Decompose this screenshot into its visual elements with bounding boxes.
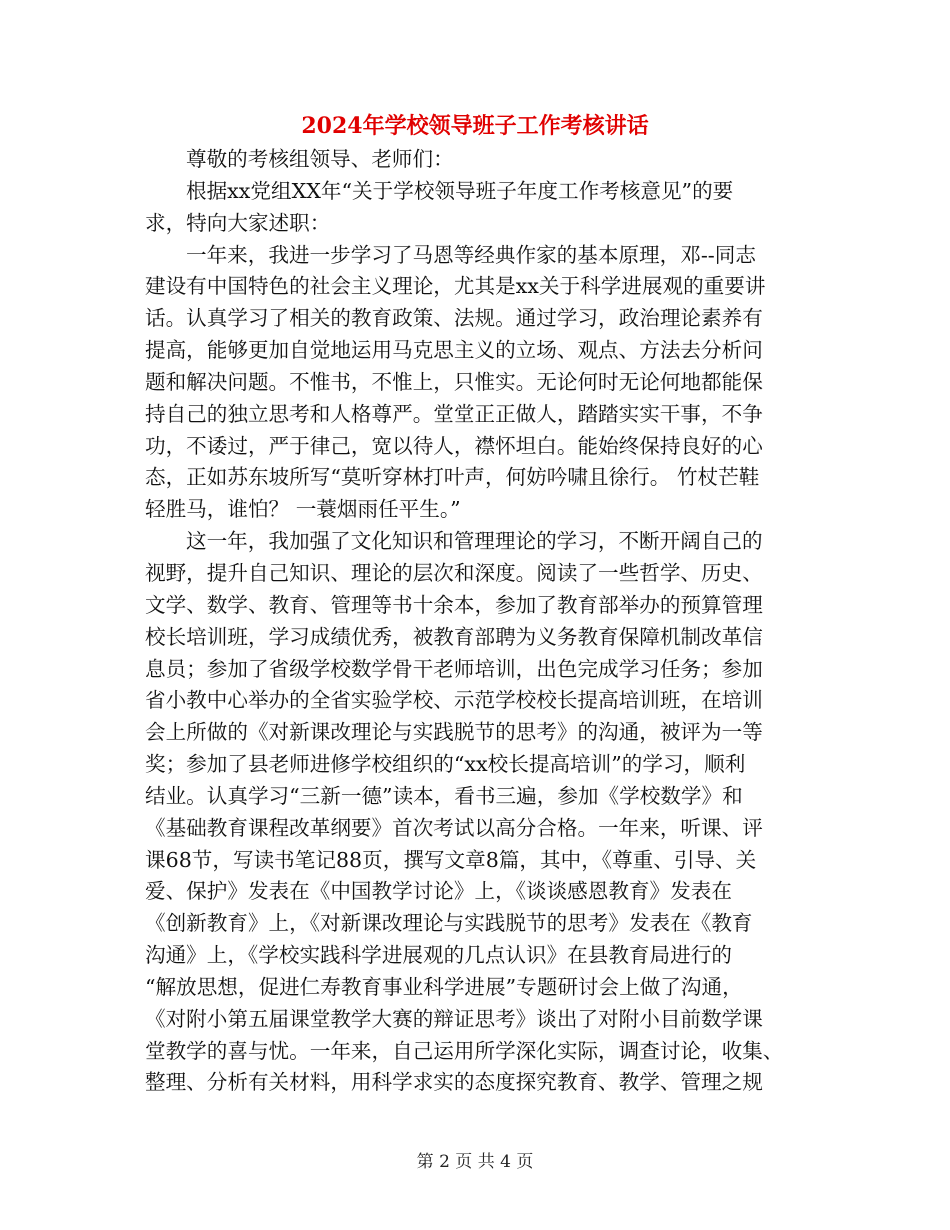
paragraph-line: 《创新教育》上，《对新课改理论与实践脱节的思考》发表在《教育 — [145, 911, 753, 936]
paragraph-line: 功，不诿过，严于律己，宽以待人，襟怀坦白。能始终保持良好的心 — [145, 433, 763, 458]
paragraph-line: 根据xx党组XX年“关于学校领导班子年度工作考核意见”的要 — [186, 178, 734, 203]
paragraph-line: 《基础教育课程改革纲要》首次考试以高分合格。一年来，听课、评 — [145, 815, 763, 840]
paragraph-line: 爱、保护》发表在《中国教学讨论》上，《谈谈感恩教育》发表在 — [145, 879, 732, 904]
paragraph-line: 视野，提升自己知识、理论的层次和深度。阅读了一些哲学、历史、 — [145, 560, 763, 585]
paragraph-line: 持自己的独立思考和人格尊严。堂堂正正做人，踏踏实实干事，不争 — [145, 401, 763, 426]
paragraph-line: 文学、数学、教育、管理等书十余本，参加了教育部举办的预算管理 — [145, 592, 763, 617]
paragraph-line: “解放思想，促进仁寿教育事业科学进展”专题研讨会上做了沟通， — [145, 974, 743, 999]
paragraph-line: 堂教学的喜与忧。一年来，自己运用所学深化实际，调查讨论，收集、 — [145, 1038, 784, 1063]
paragraph-line: 整理、分析有关材料，用科学求实的态度探究教育、教学、管理之规 — [145, 1070, 763, 1095]
paragraph-line: 课68节，写读书笔记88页，撰写文章8篇，其中，《尊重、引导、关 — [145, 847, 757, 872]
paragraph-line: 这一年，我加强了文化知识和管理理论的学习，不断开阔自己的 — [186, 529, 763, 554]
paragraph-line: 息员；参加了省级学校数学骨干老师培训，出色完成学习任务；参加 — [145, 656, 763, 681]
paragraph-line: 沟通》上，《学校实践科学进展观的几点认识》在县教育局进行的 — [145, 943, 732, 968]
document-body — [145, 144, 809, 1099]
paragraph-line: 奖；参加了县老师进修学校组织的“xx校长提高培训”的学习，顺利 — [145, 752, 746, 777]
paragraph-line: 建设有中国特色的社会主义理论，尤其是xx关于科学进展观的重要讲 — [145, 274, 766, 299]
paragraph-line: 求，特向大家述职： — [145, 210, 331, 235]
paragraph-line: 话。认真学习了相关的教育政策、法规。通过学习，政治理论素养有 — [145, 306, 763, 331]
paragraph-line: 态，正如苏东坡所写“莫听穿林打叶声，何妨吟啸且徐行。 竹杖芒鞋 — [145, 465, 760, 490]
paragraph-line: 校长培训班，学习成绩优秀，被教育部聘为义务教育保障机制改革信 — [145, 624, 763, 649]
document-title: 2024年学校领导班子工作考核讲话 — [301, 113, 649, 139]
salutation-line: 尊敬的考核组领导、老师们： — [186, 147, 454, 171]
paragraph-line: 一年来，我进一步学习了马恩等经典作家的基本原理，邓--同志 — [186, 242, 756, 267]
paragraph-line: 《对附小第五届课堂教学大赛的辩证思考》谈出了对附小目前数学课 — [145, 1006, 763, 1031]
paragraph-line: 结业。认真学习“三新一德”读本，看书三遍，参加《学校数学》和 — [145, 783, 743, 808]
page-footer: 第 2 页 共 4 页 — [416, 1152, 534, 1172]
paragraph-line: 轻胜马，谁怕？ 一蓑烟雨任平生。” — [145, 497, 461, 522]
paragraph-line: 省小教中心举办的全省实验学校、示范学校校长提高培训班，在培训 — [145, 688, 763, 713]
paragraph-line: 提高，能够更加自觉地运用马克思主义的立场、观点、方法去分析问 — [145, 338, 763, 363]
paragraph-line: 题和解决问题。不惟书，不惟上，只惟实。无论何时无论何地都能保 — [145, 369, 763, 394]
paragraph-line: 会上所做的《对新课改理论与实践脱节的思考》的沟通，被评为一等 — [145, 720, 763, 745]
